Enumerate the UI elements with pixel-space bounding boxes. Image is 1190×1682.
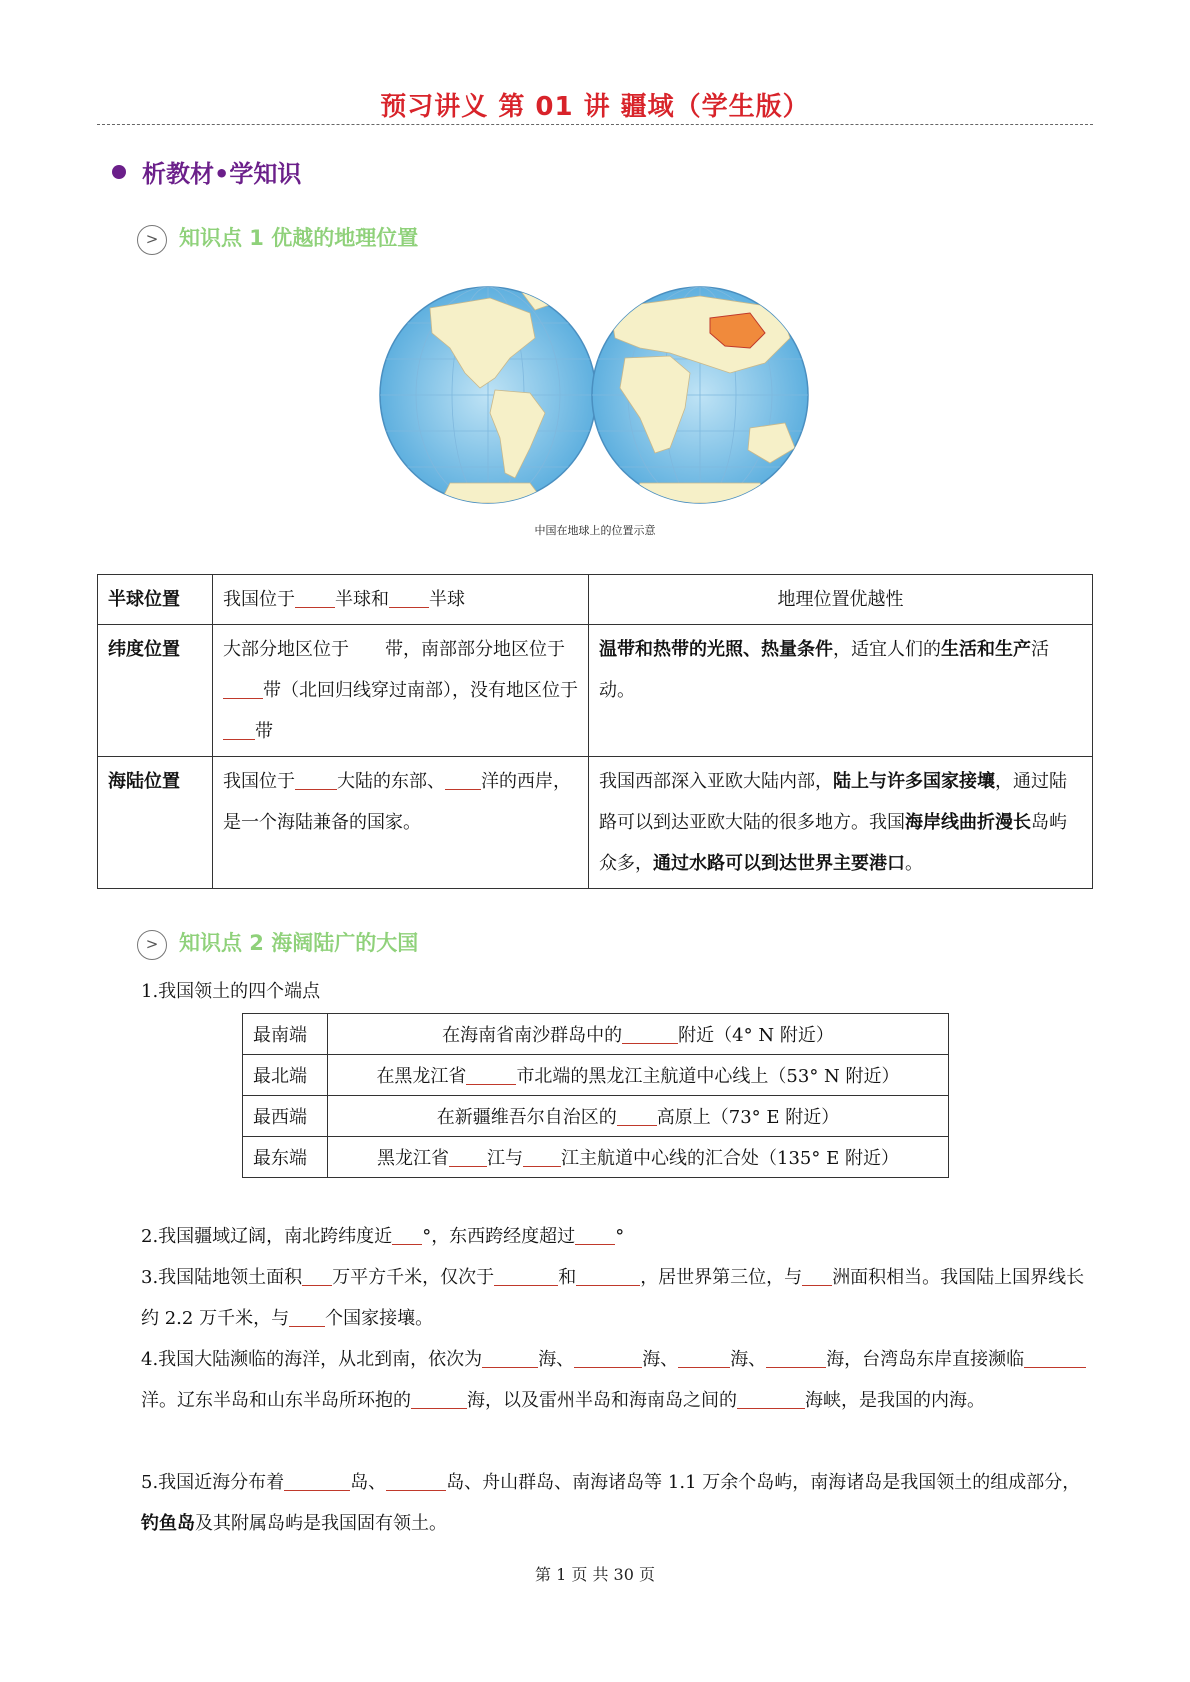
hemisphere-map	[370, 278, 820, 522]
geographic-position-table	[97, 574, 1093, 889]
cell-text: 江主航道中心线的汇合处（135° E 附近）	[561, 1148, 899, 1169]
cell-text: 附近（4° N 附近）	[678, 1025, 834, 1046]
answer-blank[interactable]	[295, 771, 337, 790]
arrow-circle-icon: >	[137, 225, 167, 255]
cell-text: 带（北回归线穿过南部），没有地区位于	[263, 680, 578, 701]
hemisphere-map-graphic	[370, 278, 820, 522]
cell-text: 半球	[429, 589, 465, 610]
para-text: 海峡，是我国的内海。	[805, 1390, 985, 1411]
answer-blank[interactable]	[575, 1226, 615, 1245]
cell-text: 。	[905, 853, 923, 874]
map-caption: 中国在地球上的位置示意	[534, 524, 656, 537]
cell-text: 我国西部深入亚欧大陆内部，	[599, 771, 833, 792]
paragraph-4	[141, 1339, 1091, 1421]
para-text: 海，台湾岛东岸直接濒临	[826, 1349, 1025, 1370]
row-label: 最北端	[243, 1055, 328, 1096]
bullet-icon	[112, 165, 126, 179]
answer-blank[interactable]	[223, 680, 263, 699]
table-row	[243, 1096, 949, 1137]
para-text: 洋。辽东半岛和山东半岛所环抱的	[141, 1390, 411, 1411]
table-cell	[328, 1055, 949, 1096]
table-row	[98, 575, 1093, 625]
bold-text: 海岸线曲折漫长	[905, 812, 1031, 833]
kp2-title: 知识点 2 海阔陆广的大国	[179, 931, 419, 955]
answer-blank[interactable]	[223, 721, 255, 740]
answer-blank[interactable]	[574, 1349, 642, 1368]
cell-text: ，通过陆路可以到达亚欧大陆的很多地方。我国	[599, 771, 1067, 833]
answer-blank[interactable]	[284, 1472, 350, 1491]
section-title: 析教材•学知识	[142, 160, 302, 188]
answer-blank[interactable]	[349, 639, 385, 658]
table-cell	[213, 575, 589, 625]
answer-blank[interactable]	[392, 1226, 422, 1245]
answer-blank[interactable]	[622, 1025, 678, 1044]
para-text: 海、	[730, 1349, 767, 1370]
cell-text: 在新疆维吾尔自治区的	[436, 1107, 617, 1128]
para-text: 4.我国大陆濒临的海洋，从北到南，依次为	[141, 1349, 483, 1370]
answer-blank[interactable]	[617, 1107, 657, 1126]
answer-blank[interactable]	[1024, 1349, 1086, 1368]
paragraph-5	[141, 1462, 1091, 1544]
para-text: 个国家接壤。	[325, 1308, 434, 1329]
answer-blank[interactable]	[411, 1390, 467, 1409]
table-row	[243, 1055, 949, 1096]
table-cell	[328, 1014, 949, 1055]
cell-text: 在海南省南沙群岛中的	[442, 1025, 623, 1046]
cell-text: 带	[255, 721, 273, 742]
cell-text: 我国位于	[223, 771, 295, 792]
para-text: 洲面积相当。我国陆上国界线长约 2.2 万千米，与	[141, 1267, 1085, 1329]
cell-text: 大部分地区位于	[223, 639, 349, 660]
cell-text: 大陆的东部、	[337, 771, 445, 792]
answer-blank[interactable]	[482, 1349, 538, 1368]
cell-text: 黑龙江省	[377, 1148, 450, 1169]
kp1-title: 知识点 1 优越的地理位置	[179, 226, 419, 250]
row-label: 最西端	[243, 1096, 328, 1137]
answer-blank[interactable]	[802, 1267, 832, 1286]
para-text: 2.我国疆域辽阔，南北跨纬度近	[141, 1226, 393, 1247]
knowledge-point-1-heading	[137, 222, 418, 255]
paragraph-2	[141, 1216, 1091, 1257]
table-row	[243, 1014, 949, 1055]
knowledge-point-2-heading	[137, 927, 418, 960]
cell-text: 岛屿众多，	[599, 812, 1067, 874]
answer-blank[interactable]	[737, 1390, 805, 1409]
para-text: ，居世界第三位，与	[640, 1267, 803, 1288]
cell-text: 高原上（73° E 附近）	[656, 1107, 840, 1128]
cell-text: 我国位于	[223, 589, 295, 610]
table-row	[98, 625, 1093, 757]
extreme-points-table	[242, 1013, 949, 1178]
cell-text: 活动。	[599, 639, 1049, 701]
table-cell: 地理位置优越性	[589, 575, 1093, 625]
cell-text: 洋的西岸，是一个海陆兼备的国家。	[223, 771, 571, 833]
cell-text: 半球和	[335, 589, 389, 610]
answer-blank[interactable]	[386, 1472, 446, 1491]
cell-text: ，适宜人们的	[833, 639, 941, 660]
answer-blank[interactable]	[766, 1349, 826, 1368]
answer-blank[interactable]	[302, 1267, 332, 1286]
para-text: 海，以及雷州半岛和海南岛之间的	[467, 1390, 737, 1411]
answer-blank[interactable]	[445, 771, 481, 790]
table-row	[243, 1137, 949, 1178]
arrow-circle-icon: >	[137, 930, 167, 960]
cell-text: 江与	[487, 1148, 524, 1169]
bold-text: 通过水路可以到达世界主要港口	[653, 853, 905, 874]
bold-text: 温带和热带的光照、热量条件	[599, 639, 833, 660]
table-cell	[213, 625, 589, 757]
answer-blank[interactable]	[449, 1148, 487, 1167]
para-text: 岛、舟山群岛、南海诸岛等 1.1 万余个岛屿，南海诸岛是我国领土的组成部分，	[446, 1472, 1081, 1493]
para-text: °	[615, 1226, 625, 1247]
paragraph-1: 1.我国领土的四个端点	[141, 981, 321, 1002]
cell-text: 在黑龙江省	[376, 1066, 467, 1087]
row-label: 最南端	[243, 1014, 328, 1055]
para-text: °，东西跨经度超过	[422, 1226, 576, 1247]
title-divider	[97, 124, 1093, 125]
answer-blank[interactable]	[389, 589, 429, 608]
cell-text: 带，南部部分地区位于	[385, 639, 565, 660]
table-cell	[589, 757, 1093, 889]
page-footer: 第 1 页 共 30 页	[535, 1565, 655, 1584]
row-label: 海陆位置	[98, 757, 213, 889]
para-text: 及其附属岛屿是我国固有领土。	[195, 1513, 447, 1534]
answer-blank[interactable]	[678, 1349, 730, 1368]
para-text: 岛、	[350, 1472, 387, 1493]
answer-blank[interactable]	[289, 1308, 325, 1327]
answer-blank[interactable]	[523, 1148, 561, 1167]
answer-blank[interactable]	[576, 1267, 640, 1286]
cell-text: 市北端的黑龙江主航道中心线上（53° N 附近）	[516, 1066, 900, 1087]
row-label: 纬度位置	[98, 625, 213, 757]
para-text: 海、	[538, 1349, 575, 1370]
table-cell	[589, 625, 1093, 757]
bold-text: 钓鱼岛	[141, 1513, 195, 1534]
row-label: 最东端	[243, 1137, 328, 1178]
table-cell	[328, 1137, 949, 1178]
paragraph-3	[141, 1257, 1091, 1339]
para-text: 3.我国陆地领土面积	[141, 1267, 303, 1288]
bold-text: 陆上与许多国家接壤	[833, 771, 995, 792]
para-text: 万平方千米，仅次于	[332, 1267, 495, 1288]
table-row	[98, 757, 1093, 889]
para-text: 5.我国近海分布着	[141, 1472, 285, 1493]
page-title: 预习讲义 第 01 讲 疆域（学生版）	[380, 92, 810, 122]
row-label: 半球位置	[98, 575, 213, 625]
table-cell	[213, 757, 589, 889]
table-cell	[328, 1096, 949, 1137]
answer-blank[interactable]	[295, 589, 335, 608]
para-text: 海、	[642, 1349, 679, 1370]
answer-blank[interactable]	[494, 1267, 558, 1286]
answer-blank[interactable]	[466, 1066, 516, 1085]
para-text: 和	[558, 1267, 577, 1288]
bold-text: 生活和生产	[941, 639, 1031, 660]
section-heading	[112, 154, 301, 189]
